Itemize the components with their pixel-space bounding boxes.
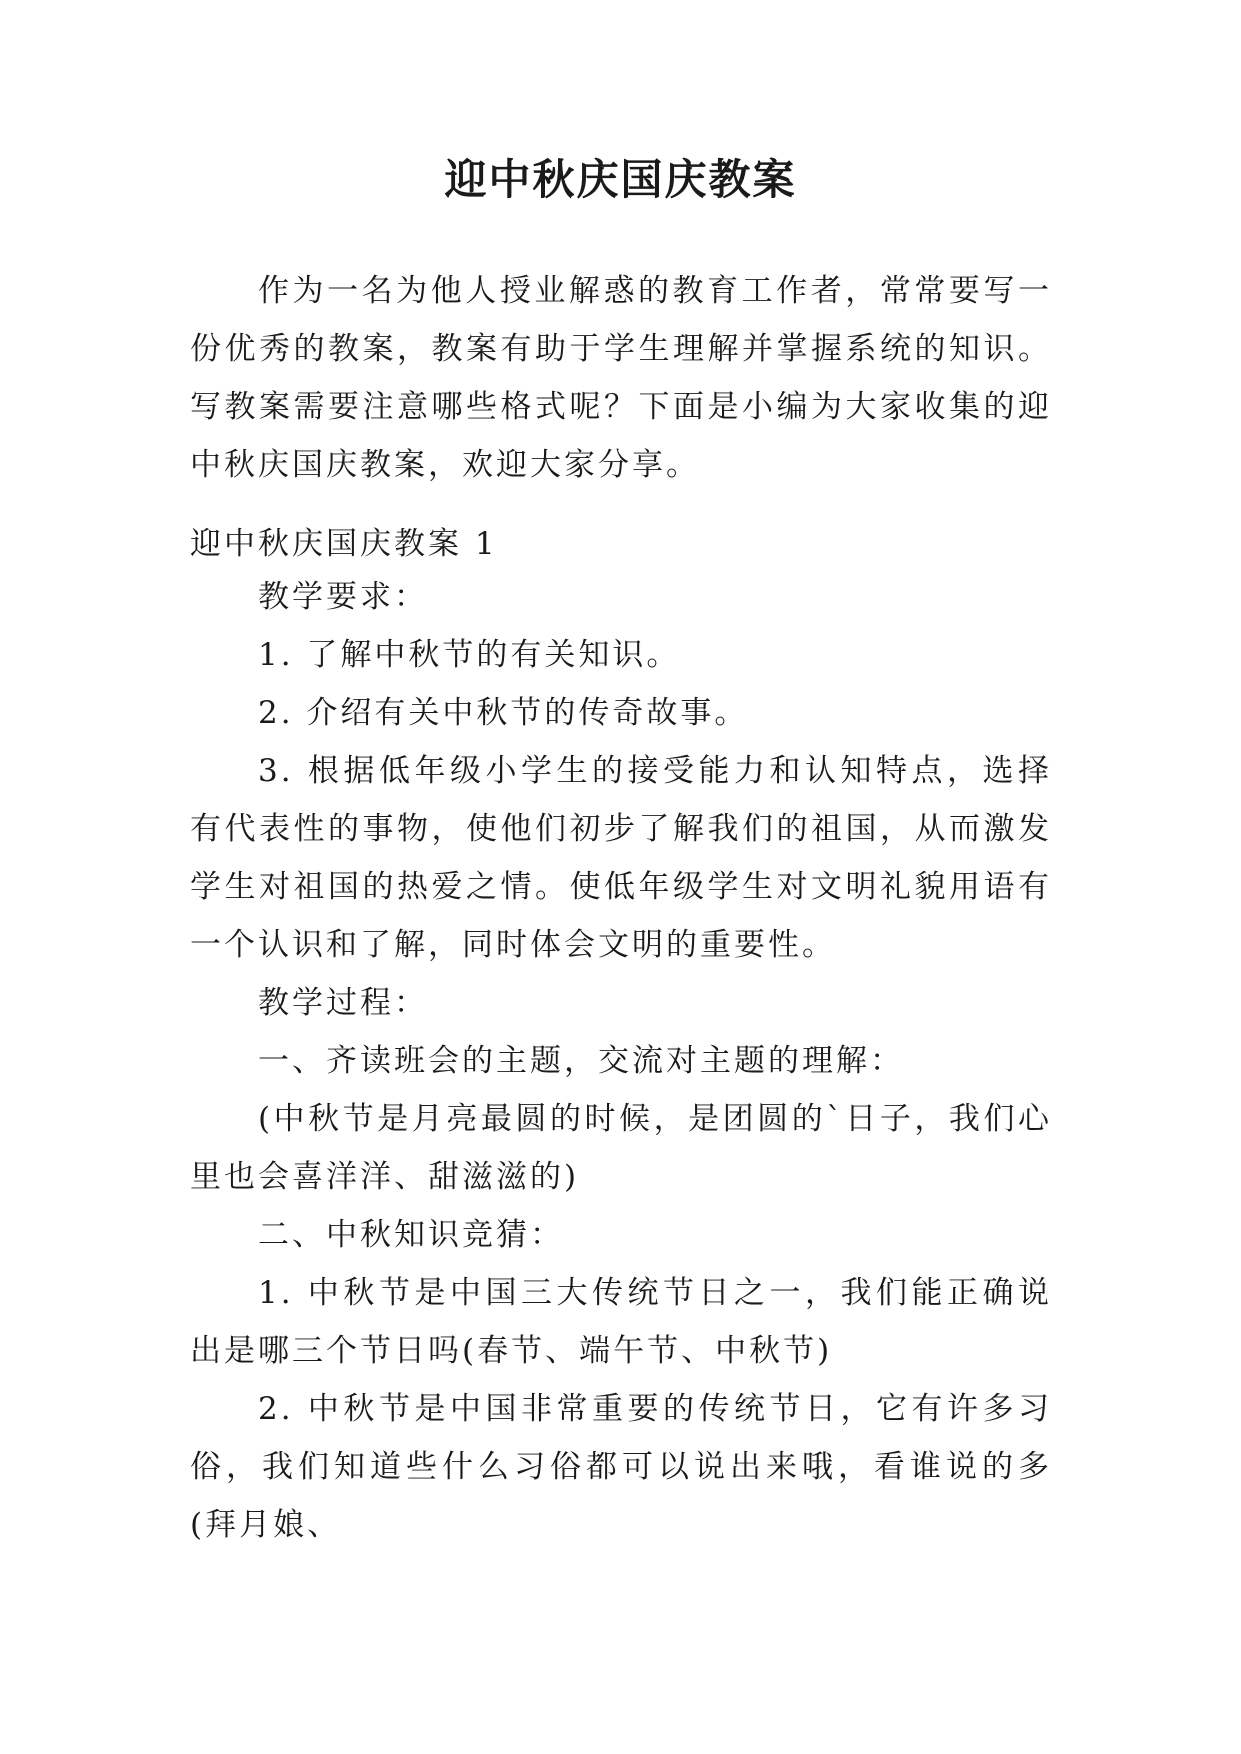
paragraph-teaching-requirements: 教学要求： bbox=[258, 579, 428, 615]
paragraph-step-1: 一、齐读班会的主题，交流对主题的理解： bbox=[258, 1043, 904, 1079]
section-body bbox=[190, 568, 1052, 1554]
paragraph-requirement-2: 2. 介绍有关中秋节的传奇故事。 bbox=[258, 695, 749, 731]
paragraph-step-2: 二、中秋知识竞猜： bbox=[258, 1217, 564, 1253]
document-title: 迎中秋庆国庆教案 bbox=[444, 155, 797, 204]
section-heading: 迎中秋庆国庆教案 1 bbox=[190, 526, 498, 562]
paragraph-requirement-3: 3. 根据低年级小学生的接受能力和认知特点，选择有代表性的事物，使他们初步了解我们的祖国，从而激发学生对祖国的热爱之情。使低年级学生对文明礼貌用语有一个认识和了解，同时体会文明的重要性。 bbox=[190, 753, 1052, 963]
paragraph-step-1-note: (中秋节是月亮最圆的时候，是团圆的`日子，我们心里也会喜洋洋、甜滋滋的) bbox=[190, 1101, 1052, 1195]
paragraph-requirement-1: 1. 了解中秋节的有关知识。 bbox=[258, 637, 681, 673]
paragraph-quiz-2: 2. 中秋节是中国非常重要的传统节日，它有许多习俗，我们知道些什么习俗都可以说出来哦，看谁说的多(拜月娘、 bbox=[190, 1391, 1052, 1543]
paragraph-quiz-1: 1. 中秋节是中国三大传统节日之一，我们能正确说出是哪三个节日吗(春节、端午节、中秋节) bbox=[190, 1275, 1052, 1369]
intro-paragraph: 作为一名为他人授业解惑的教育工作者，常常要写一份优秀的教案，教案有助于学生理解并掌握系统的知识。写教案需要注意哪些格式呢？下面是小编为大家收集的迎中秋庆国庆教案，欢迎大家分享。 bbox=[190, 273, 1052, 483]
paragraph-teaching-process: 教学过程： bbox=[258, 985, 428, 1021]
